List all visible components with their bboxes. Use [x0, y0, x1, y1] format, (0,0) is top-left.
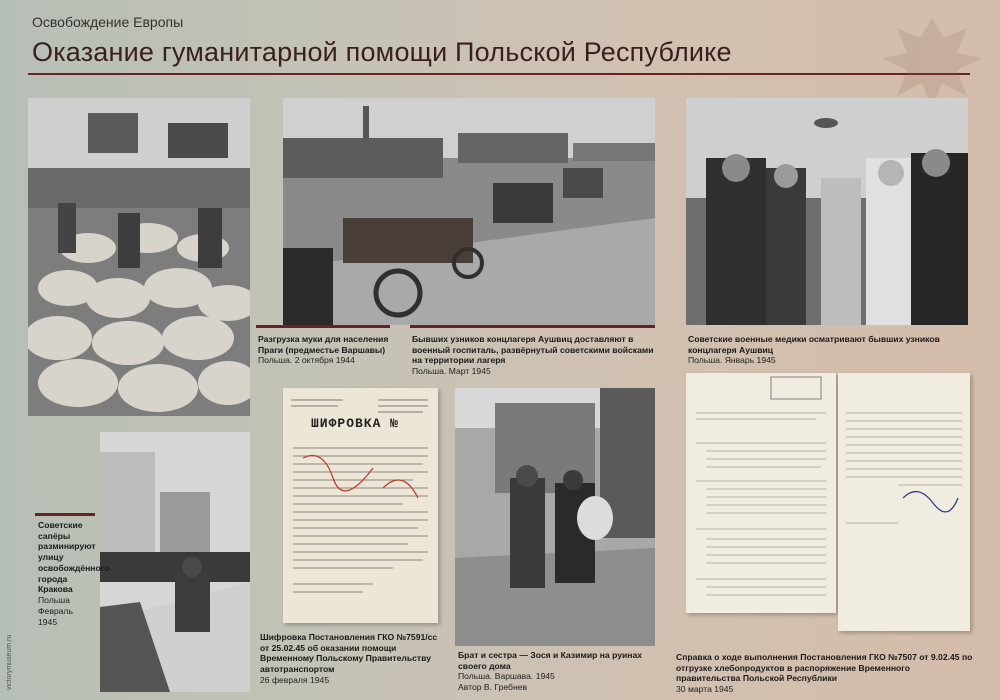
photo-medics-examining [686, 98, 968, 325]
caption-flour [258, 334, 403, 366]
photo-auschwitz-cart [283, 98, 655, 325]
caption-siblings-title: Брат и сестра — Зося и Казимир на руинах своего дома [458, 650, 643, 671]
photo-flour-unloading [28, 98, 250, 416]
caption-auschwitz-cart-date: Польша. Март 1945 [412, 366, 491, 377]
caption-cipher-date: 26 февраля 1945 [260, 674, 330, 685]
caption-flour-title: Разгрузка муки для населения Праги (предместье Варшавы) [258, 334, 389, 355]
caption-auschwitz-cart-title: Бывших узников концлагеря Аушвиц доставляют в военный госпиталь, развёрнутый советскими войсками на территории лагеря [412, 334, 654, 366]
caption-bar [256, 325, 390, 328]
title-underline [28, 73, 970, 75]
document-cipher [283, 388, 438, 623]
caption-sappers-month: Февраль [38, 605, 73, 616]
document-report-page1 [686, 373, 836, 613]
caption-cipher-title: Шифровка Постановления ГКО №7591/сс от 25.02.45 об оказании помощи Временному Польскому Правительству автотранспортом [260, 632, 438, 675]
caption-flour-date: Польша. 2 октября 1944 [258, 355, 355, 366]
caption-report-date: 30 марта 1945 [676, 684, 734, 695]
caption-report-title: Справка о ходе выполнения Постановления ГКО №7507 от 9.02.45 по отгрузке хлебопродуктов в распоряжение Временного правительства Польской Республики [676, 652, 973, 684]
caption-bar [35, 513, 95, 516]
photo-sappers-krakow [100, 432, 250, 692]
caption-bar [410, 325, 655, 328]
caption-auschwitz-cart [412, 334, 657, 377]
page-title: Оказание гуманитарной помощи Польской Республике [32, 37, 732, 67]
caption-sappers-country: Польша [38, 595, 70, 606]
section-label: Освобождение Европы [32, 14, 184, 30]
caption-sappers-title: Советские сапёры разминируют улицу освобождённого города Кракова [38, 520, 110, 595]
caption-cipher [260, 632, 445, 686]
caption-medics-title: Советские военные медики осматривают бывших узников концлагеря Аушвиц [688, 334, 940, 355]
document-report-page2 [838, 373, 970, 631]
caption-siblings-author: Автор В. Гребнев [458, 682, 528, 693]
caption-siblings-place: Польша. Варшава. 1945 [458, 671, 555, 682]
photo-siblings-ruins [455, 388, 655, 646]
website-credit: victorymuseum.ru [6, 634, 13, 690]
caption-medics-date: Польша. Январь 1945 [688, 355, 776, 366]
caption-siblings [458, 650, 658, 693]
caption-sappers-year: 1945 [38, 616, 58, 627]
caption-report [676, 652, 976, 695]
caption-medics [688, 334, 973, 366]
cipher-heading: ШИФРОВКА № [311, 416, 400, 431]
caption-sappers [38, 520, 110, 627]
